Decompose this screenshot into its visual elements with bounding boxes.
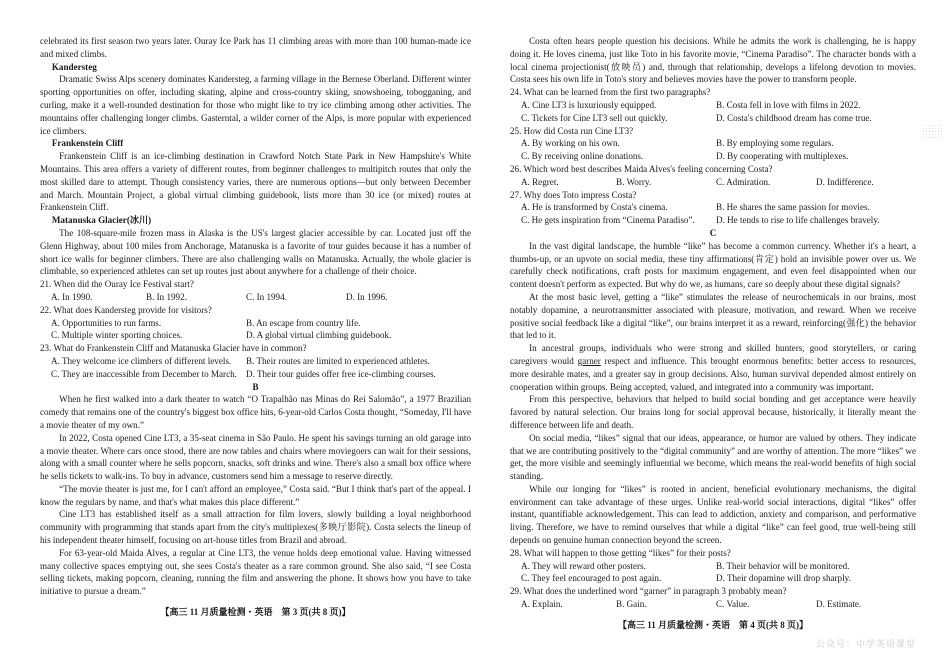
- page-3-footer: 【高三 11 月质量检测・英语 第 3 页(共 8 页)】: [160, 607, 351, 618]
- answer-option: C. He gets inspiration from “Cinema Paradiso”.: [521, 215, 695, 226]
- paragraph: For 63-year-old Maida Alves, a regular at Cine LT3, the venue holds deep emotional value. Having witnessed many collective spaces emptying out, she sees Costa's theater as a rare common ground. She also said, “I see Costa selling tickets, making popcorn, cleaning, running the film and answering the phone. It shows how you have to take initiative to pursue a dream.”: [40, 547, 471, 597]
- page-4-footer: 【高三 11 月质量检测・英语 第 4 页(共 8 页)】: [618, 619, 808, 630]
- answer-option: B. By employing some regulars.: [716, 138, 834, 149]
- paragraph: The 108-square-mile frozen mass in Alaska is the US's largest glacier accessible by car. Located just off the Glenn Highway, about 100 miles from Anchorage, Matanuska is a favorite of tour guides because it has a number of short ice walls for beginner climbers. There are also challenging walls on Matanuska. Actually, the whole glacier is climbable, so experienced athletes can set up routes just about anywhere for a challenge of their choice.: [40, 227, 471, 277]
- answer-option: A. Regret.: [521, 176, 559, 187]
- answer-options: [510, 176, 916, 189]
- answer-option: C. Admiration.: [716, 176, 771, 187]
- answer-option: B. Costa fell in love with films in 2022.: [716, 99, 861, 110]
- answer-option: D. By cooperating with multiplexes.: [716, 151, 849, 162]
- question-stem: 21. When did the Ouray Ice Festival start?: [40, 279, 194, 290]
- paragraph: In 2022, Costa opened Cine LT3, a 35-seat cinema in São Paulo. He spent his savings turning an old garage into a movie theater. Where cars once stood, there are now tables and chairs where moviegoers can wait for their sessions, along with a small counter where he sells popcorn, snacks, soft drinks and wine. There's also a small box office where he sells tickets to walk-ins. To buy in advance, customers send him a message to reserve directly.: [40, 432, 471, 482]
- answer-option: D. A global virtual climbing guidebook.: [246, 330, 392, 341]
- answer-options: [40, 317, 471, 343]
- paragraph: celebrated its first season two years later. Ouray Ice Park has 11 climbing areas with more than 100 human-made ice and mixed climbs.: [40, 36, 471, 59]
- question-stem: 27. Why does Toto impress Costa?: [510, 189, 637, 200]
- answer-option: D. In 1996.: [346, 291, 388, 302]
- answer-options: [40, 291, 471, 304]
- paragraph: Cine LT3 has established itself as a small attraction for film lovers, slowly building a loyal neighborhood community with programming that stands apart from the city's multiplexes(多映厅影院). Costa selects the lineup of his independent theater himself, focusing on art-house titles from Brazil and abroad.: [40, 509, 471, 546]
- paragraph: Costa often hears people question his decisions. While he admits the work is challenging, he is happy doing it. He loves cinema, just like Toto in his favorite movie, “Cinema Paradiso”. The character bonds with a local cinema projectionist(放映员) and, through that relationship, develops a lifelong devotion to movies. Costa sees his own life in Toto's story and believes movies have the power to transform people.: [510, 36, 916, 85]
- answer-option: B. Their routes are limited to experienced athletes.: [246, 355, 430, 366]
- section-heading: Kandersteg: [51, 61, 97, 72]
- answer-option: A. Opportunities to run farms.: [51, 317, 162, 328]
- question-stem: 29. What does the underlined word “garner” in paragraph 3 probably mean?: [510, 586, 787, 597]
- section-heading: Matanuska Glacier(冰川): [51, 215, 152, 226]
- answer-option: C. By receiving online donations.: [521, 151, 644, 162]
- answer-option: B. An escape from country life.: [246, 317, 361, 328]
- answer-option: D. Estimate.: [816, 599, 862, 610]
- paragraph: When he first walked into a dark theater to watch “O Trapalhão nas Minas do Rei Salomão”, a 1977 Brazilian comedy that remains one of the country's biggest box office hits, 6-year-old Carlos Costa thought, “Someday, I'll have a movie theater of my own.”: [40, 394, 471, 430]
- paragraph: Frankenstein Cliff is an ice-climbing destination in Crawford Notch State Park in New Hampshire's White Mountains. This area offers a variety of different routes, from beginner challenges to multipitch routes that only the most skilled dare to attempt. Though consistency varies, there are numerous options—but only between December and March. Mountain Project, a global virtual climbing guidebook, lists more than 30 ice (or mixed) routes at Frankenstein Cliff.: [40, 151, 471, 213]
- paragraph: [510, 342, 916, 393]
- answer-option: A. In 1990.: [51, 291, 93, 302]
- page-4-content: [510, 35, 916, 611]
- answer-option: C. In 1994.: [246, 291, 287, 302]
- question-stem: 23. What do Frankenstein Cliff and Matanuska Glacier have in common?: [40, 343, 307, 354]
- answer-options: [510, 560, 916, 586]
- paragraph: While our longing for “likes” is rooted in ancient, beneficial evolutionary mechanisms, the digital environment can take advantage of these urges. Unlike real-world social interactions, digital “likes” offer instant, quantifiable acknowledgement. This can lead to addiction, anxiety and comparison, and performative living. Therefore, we have to remind ourselves that while a digital “like” can feel good, true well-being still depends on genuine human connection beyond the screen.: [510, 483, 916, 546]
- passage-label: C: [709, 227, 717, 238]
- page-4-column: [510, 35, 916, 650]
- question-stem: 26. Which word best describes Maida Alves's feeling concerning Costa?: [510, 163, 773, 174]
- answer-option: C. Value.: [716, 599, 750, 610]
- answer-option: D. He tends to rise to life challenges bravely.: [716, 215, 880, 226]
- answer-option: D. Indifference.: [816, 176, 874, 187]
- text-span: respect and influence. This brought enormous benefits: better access to resources, more desirable mates, and a greater say in group decisions. Also, human survival depended almost entirely on cooperation within groups. Being accepted, valued, and integrated into a community was important.: [510, 355, 916, 392]
- answer-options: [40, 355, 471, 381]
- text-span: In ancestral groups, individuals who were strong and skilled hunters, good storytellers, or caring caregivers would: [510, 343, 916, 366]
- answer-option: B. Gain.: [616, 599, 647, 610]
- answer-option: B. Their behavior will be monitored.: [716, 560, 850, 571]
- scan-artifact: [922, 124, 944, 138]
- paragraph: In the vast digital landscape, the humble “like” has become a common currency. Whether it's a heart, a thumbs-up, or an upvote on social media, these tiny affirmations(肯定) hold an invisible power over us. We carefully check notifications, craft posts for maximum engagement, and even feel disappointed when our content doesn't perform as expected. But why do we, as humans, care so deeply about these digital signals?: [510, 240, 916, 290]
- page-3-content: [40, 35, 471, 598]
- question-stem: 22. What does Kandersteg provide for visitors?: [40, 304, 212, 315]
- answer-option: A. They welcome ice climbers of different levels.: [51, 355, 232, 366]
- answer-option: C. Multiple winter sporting choices.: [51, 330, 183, 341]
- answer-option: B. In 1992.: [146, 291, 187, 302]
- paragraph: At the most basic level, getting a “like” stimulates the release of neurochemicals in our brains, most notably dopamine, a neurotransmitter associated with pleasure, motivation, and reward. When we receive positive social feedback like a digital “like”, our brains interpret it as a reward, reinforcing(强化) the behavior that led to it.: [510, 291, 916, 341]
- answer-option: D. Their tour guides offer free ice-climbing courses.: [246, 368, 436, 379]
- passage-label: B: [252, 381, 259, 392]
- answer-option: B. He shares the same passion for movies.: [716, 202, 870, 213]
- answer-options: [510, 201, 916, 227]
- answer-option: B. Worry.: [616, 176, 652, 187]
- watermark: 公众号：中学英语课堂: [815, 638, 916, 649]
- paragraph: Dramatic Swiss Alps scenery dominates Kandersteg, a farming village in the Bernese Oberland. Different winter sporting opportunities on offer, including skating, alpine and cross-country skiing, snowshoeing, tobogganing, and curling, make it a well-rounded destination for those who might like to try ice climbing among other activities. The mountains offer challenging longer climbs. Gasterntal, a wilder corner of the Alps, is more popular with experienced ice climbers.: [40, 74, 471, 136]
- answer-option: D. Their dopamine will drop sharply.: [716, 573, 851, 584]
- paragraph: “The movie theater is just me, for I can't afford an employee,” Costa said. “But I think that's part of the appeal. I know the regulars by name, and that's what makes this place different.”: [40, 483, 471, 507]
- answer-option: D. Costa's childhood dream has come true.: [716, 112, 872, 123]
- question-stem: 28. What will happen to those getting “likes” for their posts?: [510, 547, 731, 558]
- question-stem: 25. How did Costa run Cine LT3?: [510, 125, 634, 136]
- answer-option: A. Explain.: [521, 599, 563, 610]
- answer-options: [510, 598, 916, 611]
- section-heading: Frankenstein Cliff: [51, 138, 124, 149]
- answer-option: C. Tickets for Cine LT3 sell out quickly.: [521, 112, 668, 123]
- answer-options: [510, 99, 916, 125]
- answer-option: A. By working on his own.: [521, 138, 620, 149]
- underlined-word: garner: [577, 355, 601, 366]
- paragraph: From this perspective, behaviors that helped to build social bonding and get acceptance were heavily favored by natural selection. Our brains long for social approval because, historically, it literally meant the difference between life and death.: [510, 394, 916, 430]
- answer-option: C. They feel encouraged to post again.: [521, 573, 662, 584]
- page-3-column: [40, 35, 471, 619]
- answer-option: A. Cine LT3 is luxuriously equipped.: [521, 99, 657, 110]
- paragraph: On social media, “likes” signal that our ideas, appearance, or humor are valued by others. They indicate that we are contributing positively to the “digital community” and are worthy of attention. The more “likes” we get, the more visible and seemingly influential we become, which means the real-world benefits of high social standing.: [510, 432, 916, 482]
- answer-option: C. They are inaccessible from December to March.: [51, 368, 237, 379]
- answer-option: A. They will reward other posters.: [521, 560, 646, 571]
- question-stem: 24. What can be learned from the first two paragraphs?: [510, 87, 711, 98]
- answer-option: A. He is transformed by Costa's cinema.: [521, 202, 668, 213]
- answer-options: [510, 137, 916, 163]
